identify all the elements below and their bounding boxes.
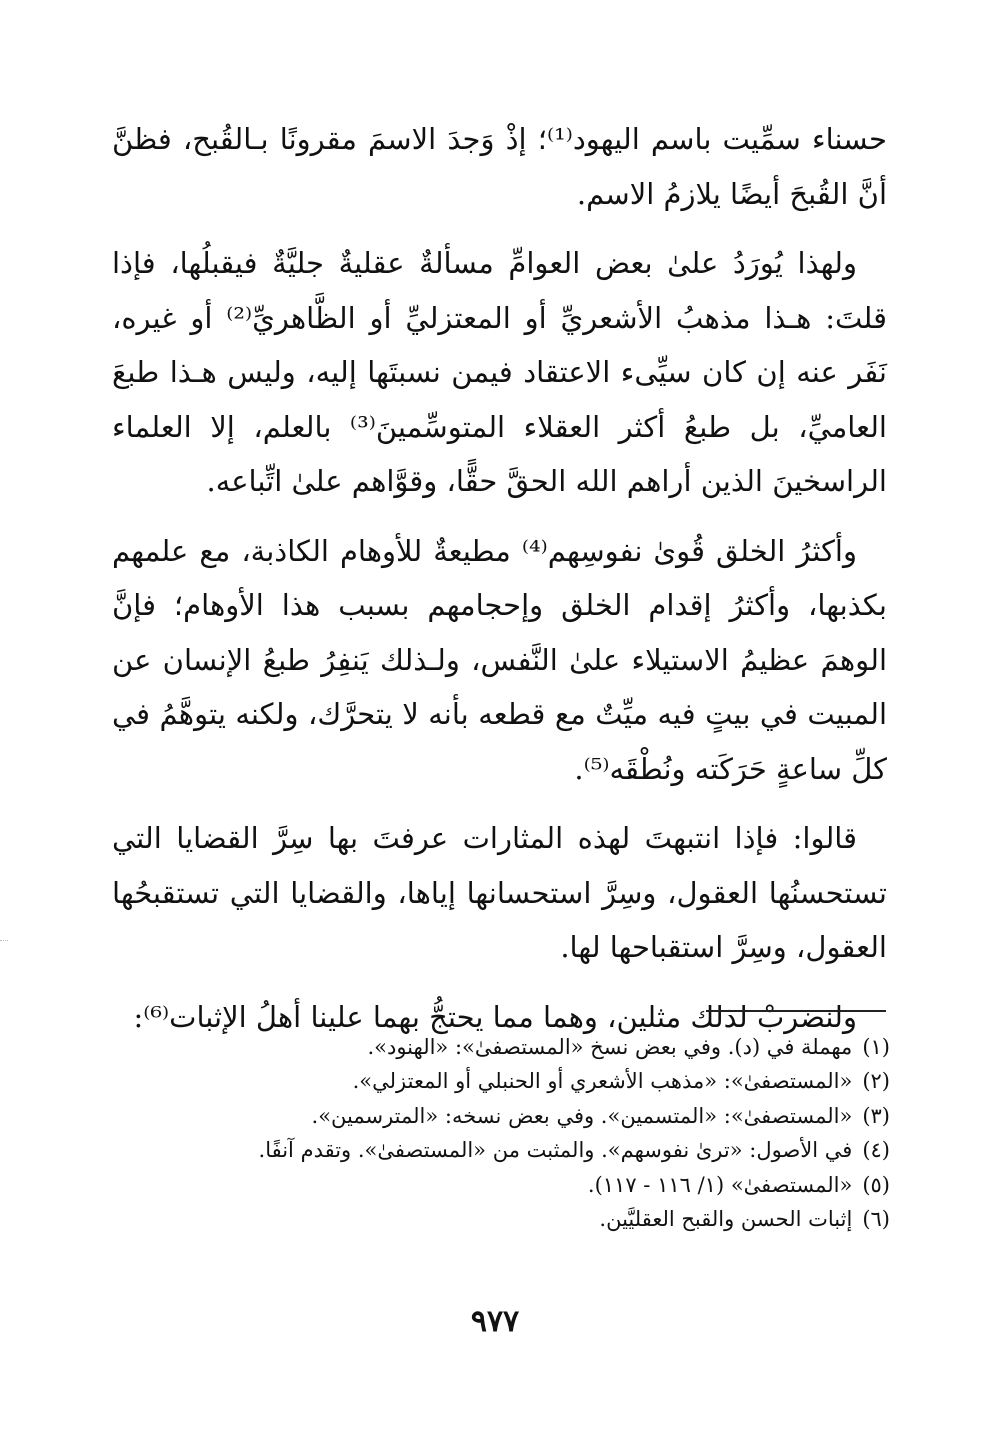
- page-number: ٩٧٧: [470, 1304, 520, 1339]
- footnote-number: (٥): [862, 1172, 890, 1197]
- paragraph-4: قالوا: فإذا انتبهتَ لهذه المثارات عرفتَ بها سِرَّ القضايا التي تستحسنُها العقول، وسِرَّ استحسانها إياها، والقضايا التي تستقبحُها العقول، وسِرَّ استقباحها لها.: [112, 821, 887, 964]
- footnote-text: في الأصول: «ترىٰ نفوسهم». والمثبت من «المستصفىٰ». وتقدم آنفًا.: [258, 1138, 853, 1163]
- footnote-number: (٢): [862, 1069, 890, 1094]
- footnote-number: (٤): [862, 1138, 890, 1163]
- scan-artifact: [0, 940, 8, 941]
- footnote-number: (٣): [862, 1103, 890, 1128]
- paragraph-3: وأكثرُ الخلق قُوىٰ نفوسِهم⁽⁴⁾ مطيعةٌ للأوهام الكاذبة، مع علمهم بكذبها، وأكثرُ إقدام الخلق وإحجامهم بسبب هذا الأوهام؛ فإنَّ الوهمَ عظيمُ الاستيلاء علىٰ النَّفس، ولـذلك يَنفِرُ طبعُ الإنسان عن المبيت في بيتٍ فيه ميِّتٌ مع قطعه بأنه لا يتحرَّك، ولكنه يتوهَّمُ في كلِّ ساعةٍ حَرَكَته ونُطْقَه⁽⁵⁾.: [112, 533, 887, 786]
- footnote-3: [200, 1099, 890, 1133]
- footnote-number: (٦): [862, 1207, 890, 1232]
- footnote-2: [200, 1064, 890, 1098]
- paragraph-5: ولنضربْ لذلك مثلين، وهما مما يحتجُّ بهما علينا أهلُ الإثبات⁽⁶⁾:: [133, 999, 857, 1034]
- footnote-separator: [706, 1010, 886, 1012]
- footnote-text: «المستصفىٰ»: «المتسمين». وفي بعض نسخه: «المترسمين».: [311, 1103, 853, 1128]
- footnote-number: (١): [862, 1035, 890, 1059]
- main-text: [112, 112, 887, 1059]
- paragraph-2: ولهذا يُورَدُ علىٰ بعض العوامِّ مسألةٌ عقليةٌ جليَّةٌ فيقبلُها، فإذا قلتَ: هـذا مذهبُ الأشعريِّ أو المعتزليِّ أو الظَّاهريِّ⁽²⁾ أو غيره، نَفَر عنه إن كان سيِّىء الاعتقاد فيمن نسبتَها إليه، وليس هـذا طبعَ العاميِّ، بل طبعُ أكثر العقلاء المتوسِّمينَ⁽³⁾ بالعلم، إلا العلماء الراسخينَ الذين أراهم الله الحقَّ حقًّا، وقوَّاهم علىٰ اتِّباعه.: [112, 246, 887, 498]
- footnote-text: «المستصفىٰ» (١/ ١١٦ - ١١٧).: [587, 1172, 853, 1197]
- footnote-6: [200, 1202, 890, 1236]
- footnote-text: إثبات الحسن والقبح العقليَّين.: [599, 1207, 853, 1232]
- footnote-5: [200, 1168, 890, 1202]
- footnote-text: مهملة في (د). وفي بعض نسخ «المستصفىٰ»: «الهنود».: [367, 1035, 853, 1059]
- paragraph-1: حسناء سمِّيت باسم اليهود⁽¹⁾؛ إذْ وَجدَ الاسمَ مقرونًا بـالقُبح، فظنَّ أنَّ القُبحَ أيضًا يلازمُ الاسم.: [112, 122, 887, 211]
- footnotes: [200, 1030, 890, 1236]
- footnote-1: [200, 1030, 890, 1064]
- footnote-4: [200, 1133, 890, 1167]
- footnote-text: «المستصفىٰ»: «مذهب الأشعري أو الحنبلي أو المعتزلي».: [352, 1069, 853, 1094]
